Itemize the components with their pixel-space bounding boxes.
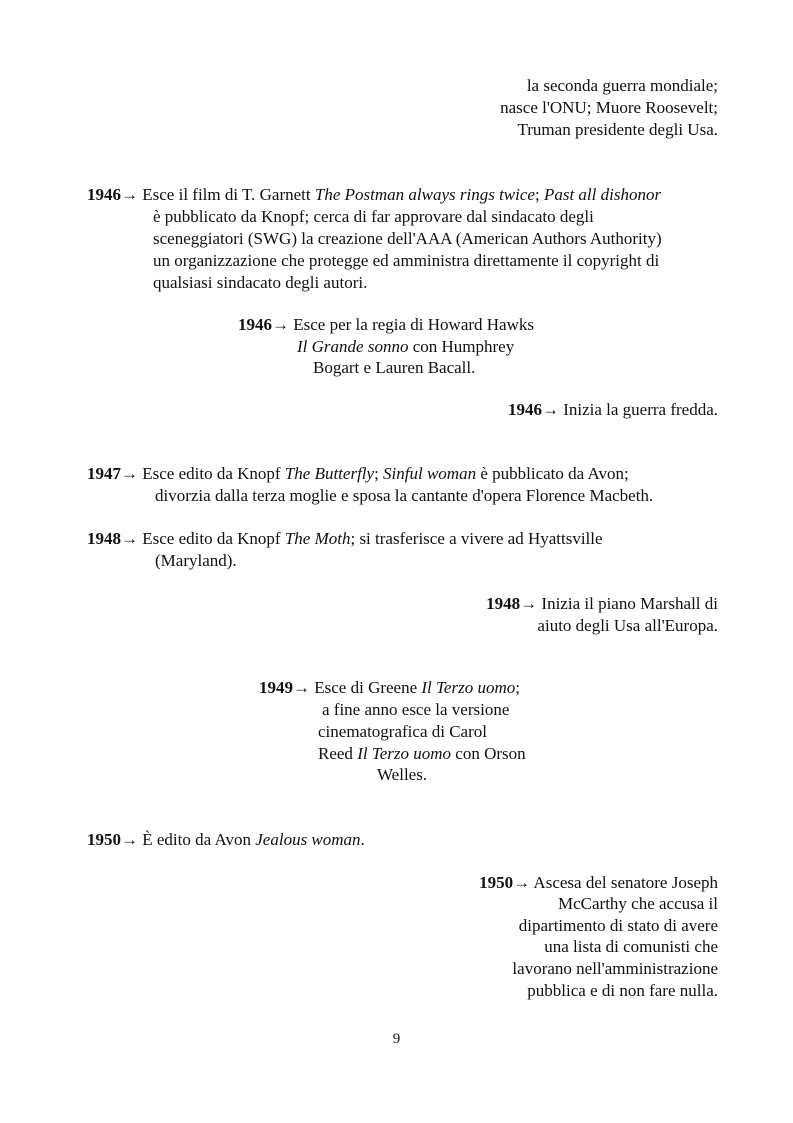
- title-italic: Past all dishonor: [543, 185, 662, 204]
- text-segment: Esce il film di T. Garnett: [138, 185, 315, 204]
- year-label: 1946: [238, 315, 272, 334]
- title-italic: Jealous woman: [255, 830, 361, 849]
- text-segment: Esce per la regia di Howard Hawks: [289, 315, 534, 334]
- entry-1948b-line-1: [486, 593, 718, 615]
- entry-1946b-line-2: [297, 336, 514, 358]
- text-segment: Inizia il piano Marshall di: [537, 594, 718, 613]
- entry-1947-line-2: divorzia dalla terza moglie e sposa la cantante d'opera Florence Macbeth.: [155, 486, 654, 505]
- entry-1949-line-2: a fine anno esce la versione: [322, 700, 510, 719]
- text-segment: Ascesa del senatore Joseph: [530, 873, 718, 892]
- arrow-icon: →: [121, 529, 138, 548]
- intro-line-3: Truman presidente degli Usa.: [517, 120, 718, 139]
- year-label: 1949: [259, 678, 293, 697]
- year-label: 1948: [486, 594, 521, 613]
- arrow-icon: →: [121, 464, 138, 483]
- entry-1950b-line-2: McCarthy che accusa il: [557, 894, 718, 913]
- entry-1950b-line-6: pubblica e di non fare nulla.: [527, 981, 718, 1000]
- entry-1946a-line-1: [87, 184, 661, 206]
- arrow-icon: →: [272, 315, 289, 334]
- entry-1947-line-1: [87, 463, 629, 485]
- entry-1949-line-1: [259, 677, 520, 699]
- title-italic: Il Grande sonno: [297, 337, 409, 356]
- text-segment: .: [360, 830, 365, 849]
- entry-1946b-line-3: Bogart e Lauren Bacall.: [313, 358, 476, 377]
- text-segment: con Humphrey: [408, 337, 515, 356]
- year-label: 1950: [479, 873, 514, 892]
- arrow-icon: →: [520, 594, 538, 613]
- text-segment: ;: [374, 464, 384, 483]
- entry-1950b-line-4: una lista di comunisti che: [544, 937, 718, 956]
- intro-line-2: nasce l'ONU; Muore Roosevelt;: [500, 98, 718, 117]
- title-italic: Il Terzo uomo: [357, 744, 452, 763]
- entry-1946a-line-2: è pubblicato da Knopf; cerca di far approvare dal sindacato degli: [153, 207, 594, 226]
- title-italic: The Postman always rings twice: [314, 185, 535, 204]
- title-italic: Il Terzo uomo: [421, 678, 516, 697]
- entry-1946b-line-1: [238, 314, 534, 336]
- page-number: 9: [392, 1031, 401, 1047]
- year-label: 1946: [87, 185, 121, 204]
- text-segment: con Orson: [451, 744, 526, 763]
- entry-1948b-line-2: aiuto degli Usa all'Europa.: [537, 616, 718, 635]
- arrow-icon: →: [293, 678, 310, 697]
- entry-1949-line-5: Welles.: [377, 765, 428, 784]
- arrow-icon: →: [513, 873, 531, 892]
- title-italic: The Butterfly: [284, 464, 375, 483]
- text-segment: ;: [534, 185, 544, 204]
- text-segment: ; si trasferisce a vivere ad Hyattsville: [350, 529, 603, 548]
- entry-1949-line-4: [318, 743, 526, 765]
- entry-1950b-line-5: lavorano nell'amministrazione: [512, 959, 718, 978]
- entry-1946a-line-4: un organizzazione che protegge ed amministra direttamente il copyright di: [153, 251, 660, 270]
- entry-1946a-line-3: sceneggiatori (SWG) la creazione dell'AAA (American Authors Authority): [153, 229, 662, 248]
- year-label: 1947: [87, 464, 121, 483]
- text-segment: Esce edito da Knopf: [138, 529, 285, 548]
- entry-1946a-line-5: qualsiasi sindacato degli autori.: [153, 273, 368, 292]
- year-label: 1950: [87, 830, 121, 849]
- intro-line-1: la seconda guerra mondiale;: [526, 76, 718, 95]
- entry-1950b-line-3: dipartimento di stato di avere: [518, 916, 718, 935]
- arrow-icon: →: [121, 185, 138, 204]
- text-segment: Inizia la guerra fredda.: [558, 400, 718, 419]
- entry-1950a-line-1: [87, 829, 365, 851]
- entry-1946c-line-1: [508, 399, 718, 421]
- entry-1948a-line-1: [87, 528, 603, 550]
- arrow-icon: →: [541, 400, 559, 419]
- arrow-icon: →: [121, 830, 138, 849]
- text-segment: Esce di Greene: [310, 678, 422, 697]
- title-italic: The Moth: [284, 529, 351, 548]
- entry-1948a-line-2: (Maryland).: [155, 551, 237, 570]
- entry-1950b-line-1: [479, 872, 718, 894]
- year-label: 1946: [507, 400, 542, 419]
- text-segment: Esce edito da Knopf: [138, 464, 285, 483]
- text-segment: ;: [515, 678, 520, 697]
- entry-1949-line-3: cinematografica di Carol: [318, 722, 487, 741]
- text-segment: è pubblicato da Avon;: [476, 464, 629, 483]
- text-segment: È edito da Avon: [138, 830, 256, 849]
- year-label: 1948: [87, 529, 121, 548]
- text-segment: Reed: [318, 744, 358, 763]
- title-italic: Sinful woman: [383, 464, 477, 483]
